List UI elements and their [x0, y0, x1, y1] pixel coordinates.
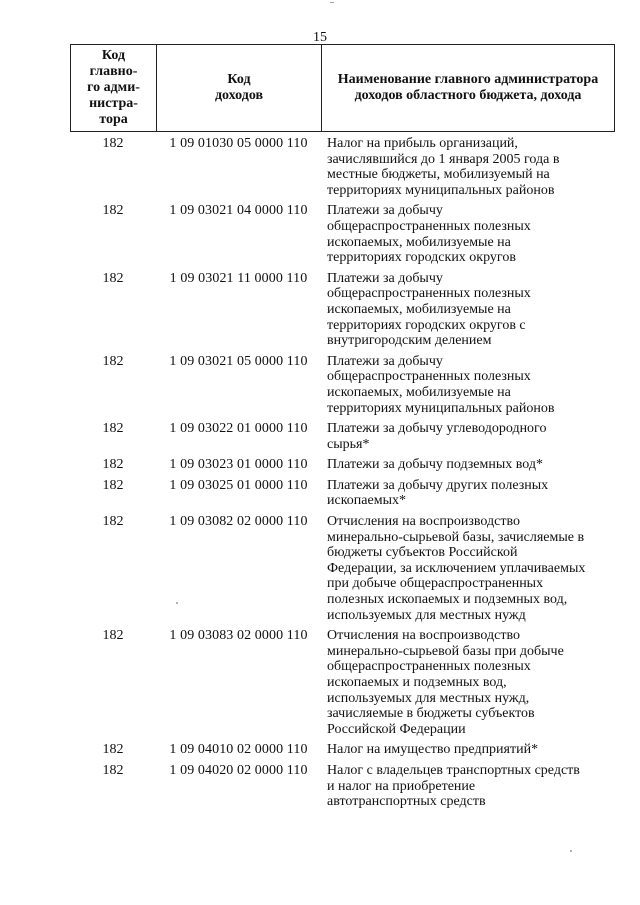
- table-body: [70, 136, 615, 815]
- table-row: [70, 628, 615, 737]
- page-number: 15: [313, 30, 327, 45]
- admin-code-cell: 182: [102, 203, 124, 219]
- admin-code-cell: 182: [102, 353, 124, 369]
- admin-code-cell: 182: [102, 514, 124, 530]
- scan-speck: [570, 850, 572, 852]
- table-row: [70, 354, 615, 416]
- income-name-cell: Налог на прибыль организаций, зачислявшийся до 1 января 2005 года в местные бюджеты, мобилизуемый на территориях муниципальных районов: [327, 136, 560, 198]
- income-name-cell: Платежи за добычу подземных вод*: [327, 457, 544, 473]
- admin-code-cell: 182: [102, 742, 124, 758]
- income-code-cell: 1 09 04010 02 0000 110: [169, 742, 308, 758]
- header-income-code: Код доходов: [157, 45, 322, 131]
- income-code-cell: 1 09 03021 11 0000 110: [169, 270, 308, 286]
- admin-code-cell: 182: [102, 457, 124, 473]
- income-name-cell: Платежи за добычу углеводородного сырья*: [327, 421, 547, 452]
- income-code-cell: 1 09 04020 02 0000 110: [169, 762, 308, 778]
- income-code-cell: 1 09 03023 01 0000 110: [169, 457, 308, 473]
- income-code-cell: 1 09 03083 02 0000 110: [169, 628, 308, 644]
- admin-code-cell: 182: [102, 270, 124, 286]
- admin-code-cell: 182: [102, 421, 124, 437]
- table-row: [70, 478, 615, 509]
- income-name-cell: Налог с владельцев транспортных средств и налог на приобретение автотранспортных средств: [327, 762, 580, 810]
- income-code-cell: 1 09 01030 05 0000 110: [169, 136, 308, 151]
- income-name-cell: Отчисления на воспроизводство минерально-сырьевой базы, зачисляемые в бюджеты субъектов Российской Федерации, за исключением уплачиваемых при добыче общераспространенных полезных ископаемых и подземных вод, используемых для местных нужд: [327, 514, 586, 623]
- income-name-cell: Отчисления на воспроизводство минерально-сырьевой базы при добыче общераспространенных полезных ископаемых и подземных вод, используемых для местных нужд, зачисляемые в бюджеты субъектов Российской Федерации: [327, 628, 564, 737]
- admin-code-cell: 182: [102, 136, 124, 151]
- admin-code-cell: 182: [102, 628, 124, 644]
- table-header: [70, 44, 615, 132]
- income-name-cell: Платежи за добычу общераспространенных полезных ископаемых, мобилизуемые на территориях городских округов: [327, 203, 531, 266]
- admin-code-cell: 182: [102, 762, 124, 778]
- table-row: [70, 421, 615, 452]
- header-admin-code: Код главно- го адми- нистра- тора: [71, 45, 157, 131]
- income-name-cell: Платежи за добычу других полезных ископаемых*: [327, 477, 549, 509]
- income-code-cell: 1 09 03025 01 0000 110: [169, 477, 308, 493]
- table-row: [70, 271, 615, 349]
- table-row: [70, 514, 615, 623]
- table-row: [70, 203, 615, 265]
- scan-speck: [176, 602, 178, 604]
- income-name-cell: Налог на имущество предприятий*: [327, 742, 539, 758]
- income-name-cell: Платежи за добычу общераспространенных полезных ископаемых, мобилизуемые на территориях муниципальных районов: [327, 353, 555, 416]
- income-name-cell: Платежи за добычу общераспространенных полезных ископаемых, мобилизуемые на территориях городских округов с внутригородским делением: [327, 270, 531, 349]
- table-row: [70, 457, 615, 473]
- scan-speck: [330, 2, 334, 3]
- income-code-cell: 1 09 03082 02 0000 110: [169, 514, 308, 530]
- admin-code-cell: 182: [102, 477, 124, 493]
- table-row: [70, 136, 615, 198]
- header-name: Наименование главного администратора доходов областного бюджета, дохода: [337, 72, 599, 103]
- income-code-cell: 1 09 03021 04 0000 110: [169, 203, 308, 219]
- income-code-cell: 1 09 03022 01 0000 110: [169, 421, 308, 437]
- table-row: [70, 763, 615, 810]
- table-row: [70, 742, 615, 758]
- income-code-cell: 1 09 03021 05 0000 110: [169, 353, 308, 369]
